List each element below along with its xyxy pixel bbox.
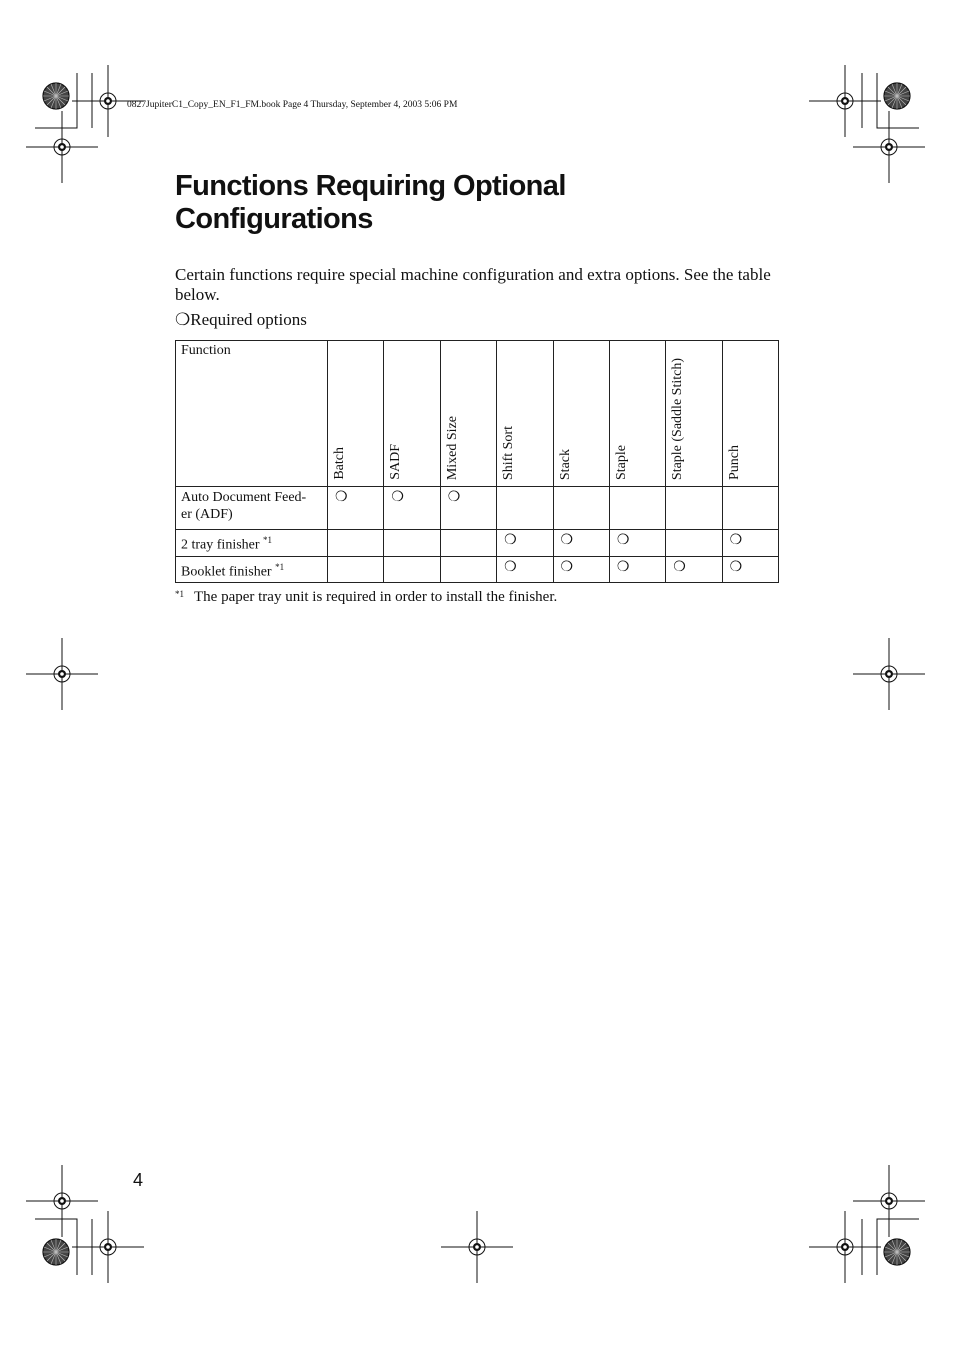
row-label: Auto Document Feed- er (ADF) xyxy=(176,487,328,530)
table-cell xyxy=(722,487,778,530)
table-cell: ❍ xyxy=(553,530,609,557)
table-row xyxy=(176,556,779,583)
column-header: Mixed Size xyxy=(440,341,496,487)
table-header-row xyxy=(176,341,779,487)
footnote-mark: *1 xyxy=(175,589,184,599)
table-cell: ❍ xyxy=(497,556,553,583)
table-cell xyxy=(666,487,722,530)
table-cell xyxy=(553,487,609,530)
table-row xyxy=(176,487,779,530)
column-header: SADF xyxy=(384,341,440,487)
column-header: Stack xyxy=(553,341,609,487)
table-cell: ❍ xyxy=(609,530,665,557)
column-header: Staple (Saddle Stitch) xyxy=(666,341,722,487)
table-cell: ❍ xyxy=(609,556,665,583)
table-cell xyxy=(609,487,665,530)
column-header: Punch xyxy=(722,341,778,487)
footnote-text: The paper tray unit is required in order to install the finisher. xyxy=(194,589,558,605)
table-row xyxy=(176,530,779,557)
table-cell: ❍ xyxy=(440,487,496,530)
page-title: Functions Requiring Optional Configurations xyxy=(175,170,566,235)
table-cell xyxy=(440,556,496,583)
column-header: Shift Sort xyxy=(497,341,553,487)
table-cell: ❍ xyxy=(722,556,778,583)
table-cell xyxy=(497,487,553,530)
column-header-function: Function xyxy=(176,341,328,487)
column-header: Staple xyxy=(609,341,665,487)
row-label: Booklet finisher $^{*1}$ xyxy=(176,556,328,583)
intro-paragraph: Certain functions require special machine configuration and extra options. See the table below. xyxy=(175,265,771,304)
table-cell xyxy=(666,530,722,557)
table-cell: ❍ xyxy=(328,487,384,530)
table-cell xyxy=(384,530,440,557)
row-label: 2 tray finisher $^{*1}$ xyxy=(176,530,328,557)
footnote xyxy=(175,589,557,606)
options-table xyxy=(175,340,779,583)
table-cell: ❍ xyxy=(666,556,722,583)
table-cell xyxy=(440,530,496,557)
print-header: 0827JupiterC1_Copy_EN_F1_FM.book Page 4 Thursday, September 4, 2003 5:06 PM xyxy=(127,100,458,110)
table-cell: ❍ xyxy=(497,530,553,557)
column-header: Batch xyxy=(328,341,384,487)
table-cell xyxy=(384,556,440,583)
table-cell: ❍ xyxy=(722,530,778,557)
table-cell: ❍ xyxy=(553,556,609,583)
page-number: 4 xyxy=(133,1170,144,1190)
table-cell xyxy=(328,556,384,583)
table-cell: ❍ xyxy=(384,487,440,530)
table-cell xyxy=(328,530,384,557)
legend-required-options: ❍Required options xyxy=(175,310,307,329)
